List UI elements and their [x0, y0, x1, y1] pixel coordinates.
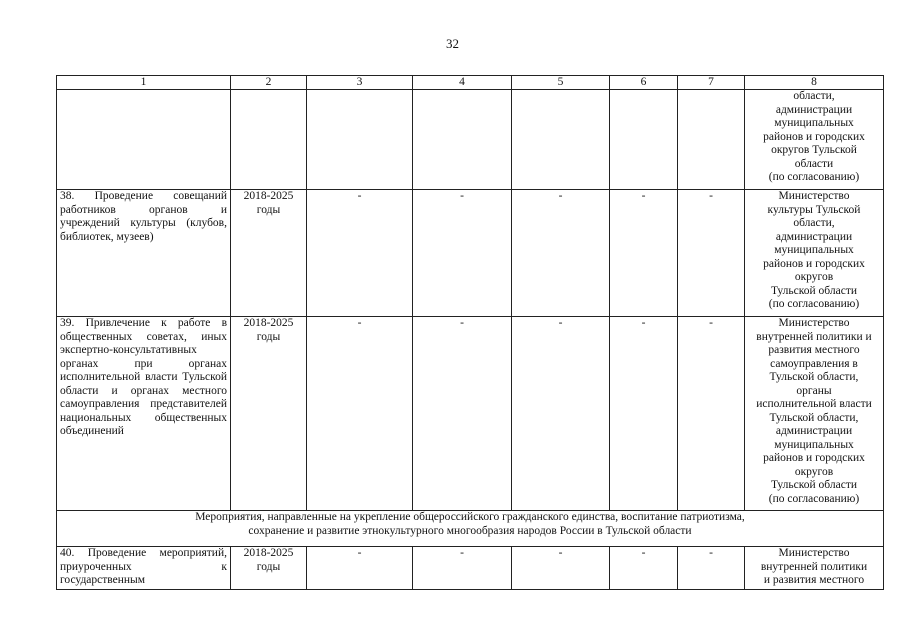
row-name: 39. Привлечение к работе в общественных советах, иных экспертно-консультативных органах при органах исполнительной власти Тульской области и органах местного самоуправления представителей национальных общественных объединений — [57, 317, 231, 511]
row-name — [57, 90, 231, 190]
table-row — [57, 190, 884, 317]
header-col-6: 6 — [610, 76, 678, 90]
row-c3: - — [307, 190, 413, 317]
header-col-5: 5 — [512, 76, 610, 90]
row-c3 — [307, 90, 413, 190]
row-c5: - — [512, 317, 610, 511]
row-c5: - — [512, 190, 610, 317]
header-row — [57, 76, 884, 90]
header-col-1: 1 — [57, 76, 231, 90]
document-table — [56, 75, 884, 590]
row-c4: - — [413, 547, 512, 590]
row-period: 2018-2025 годы — [231, 317, 307, 511]
row-name: 40. Проведение мероприятий, приуроченных к государственным — [57, 547, 231, 590]
table-row — [57, 547, 884, 590]
row-period — [231, 90, 307, 190]
row-c6: - — [610, 190, 678, 317]
header-col-4: 4 — [413, 76, 512, 90]
section-title: Мероприятия, направленные на укрепление общероссийского гражданского единства, воспитание патриотизма, сохранение и развитие этнокультурного многообразия народов России в Тульской области — [57, 511, 884, 547]
page-number: 32 — [446, 36, 459, 51]
row-period: 2018-2025 годы — [231, 547, 307, 590]
row-responsible: Министерство внутренней политики и развития местного самоуправления в Тульской области, органы исполнительной власти Тульской области, администрации муниципальных районов и городских округов Тульской области (по согласованию) — [745, 317, 884, 511]
row-c6 — [610, 90, 678, 190]
row-c3: - — [307, 317, 413, 511]
row-c7: - — [678, 190, 745, 317]
header-col-2: 2 — [231, 76, 307, 90]
row-responsible: Министерство внутренней политики и развития местного — [745, 547, 884, 590]
row-responsible: области, администрации муниципальных районов и городских округов Тульской области (по согласованию) — [745, 90, 884, 190]
row-c4: - — [413, 190, 512, 317]
row-period: 2018-2025 годы — [231, 190, 307, 317]
row-c5 — [512, 90, 610, 190]
row-c7 — [678, 90, 745, 190]
row-c3: - — [307, 547, 413, 590]
row-c6: - — [610, 547, 678, 590]
row-c6: - — [610, 317, 678, 511]
table-row — [57, 317, 884, 511]
table-row — [57, 90, 884, 190]
row-c4: - — [413, 317, 512, 511]
header-col-8: 8 — [745, 76, 884, 90]
header-col-3: 3 — [307, 76, 413, 90]
header-col-7: 7 — [678, 76, 745, 90]
row-c7: - — [678, 317, 745, 511]
row-c7: - — [678, 547, 745, 590]
section-row — [57, 511, 884, 547]
row-responsible: Министерство культуры Тульской области, администрации муниципальных районов и городских округов Тульской области (по согласованию) — [745, 190, 884, 317]
row-c5: - — [512, 547, 610, 590]
row-name: 38. Проведение совещаний работников органов и учреждений культуры (клубов, библиотек, музеев) — [57, 190, 231, 317]
row-c4 — [413, 90, 512, 190]
